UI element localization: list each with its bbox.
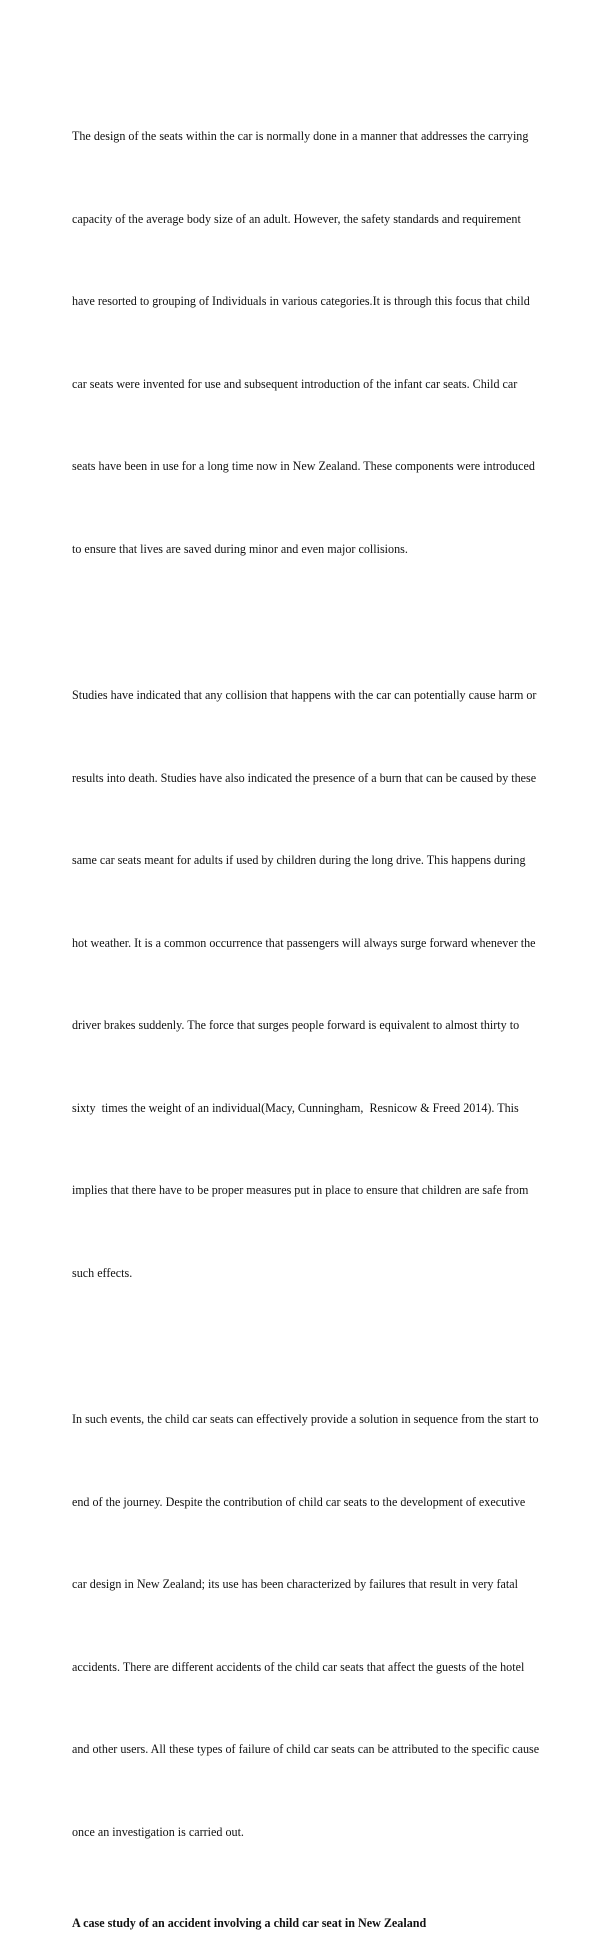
paragraph-1 <box>72 68 540 618</box>
text-line: implies that there have to be proper measures put in place to ensure that children are safe from <box>72 1183 529 1197</box>
document-body <box>72 68 540 1947</box>
text-line: results into death. Studies have also indicated the presence of a burn that can be caused by these <box>72 770 537 785</box>
text-line: once an investigation is carried out. <box>72 1824 244 1839</box>
text-line: capacity of the average body size of an adult. However, the safety standards and requirement <box>72 211 521 226</box>
text-line: hot weather. It is a common occurrence that passengers will always surge forward whenever the <box>72 935 536 950</box>
text-line: In such events, the child car seats can effectively provide a solution in sequence from the start to <box>72 1412 539 1426</box>
paragraph-2 <box>72 627 540 1342</box>
text-line: end of the journey. Despite the contribution of child car seats to the development of executive <box>72 1494 526 1509</box>
text-line: same car seats meant for adults if used by children during the long drive. This happens during <box>72 853 526 867</box>
text-line: sixty times the weight of an individual(Macy, Cunningham, Resnicow & Freed 2014). This <box>72 1100 519 1115</box>
text-line: such effects. <box>72 1265 133 1280</box>
text-line: seats have been in use for a long time now in New Zealand. These components were introduced <box>72 459 535 473</box>
text-line: car design in New Zealand; its use has been characterized by failures that result in very fatal <box>72 1577 518 1591</box>
section-heading: A case study of an accident involving a child car seat in New Zealand <box>72 1916 427 1930</box>
text-line: car seats were invented for use and subsequent introduction of the infant car seats. Child car <box>72 376 518 391</box>
text-line: and other users. All these types of failure of child car seats can be attributed to the specific cause <box>72 1742 540 1756</box>
text-line: driver brakes suddenly. The force that surges people forward is equivalent to almost thirty to <box>72 1018 520 1032</box>
text-line: The design of the seats within the car is normally done in a manner that addresses the carrying <box>72 129 529 143</box>
paragraph-3 <box>72 1351 540 1901</box>
text-line: have resorted to grouping of Individuals in various categories.It is through this focus that child <box>72 294 530 308</box>
text-line: accidents. There are different accidents of the child car seats that affect the guests of the hotel <box>72 1659 525 1674</box>
text-line: Studies have indicated that any collision that happens with the car can potentially cause harm or <box>72 688 537 702</box>
text-line: to ensure that lives are saved during minor and even major collisions. <box>72 541 408 556</box>
